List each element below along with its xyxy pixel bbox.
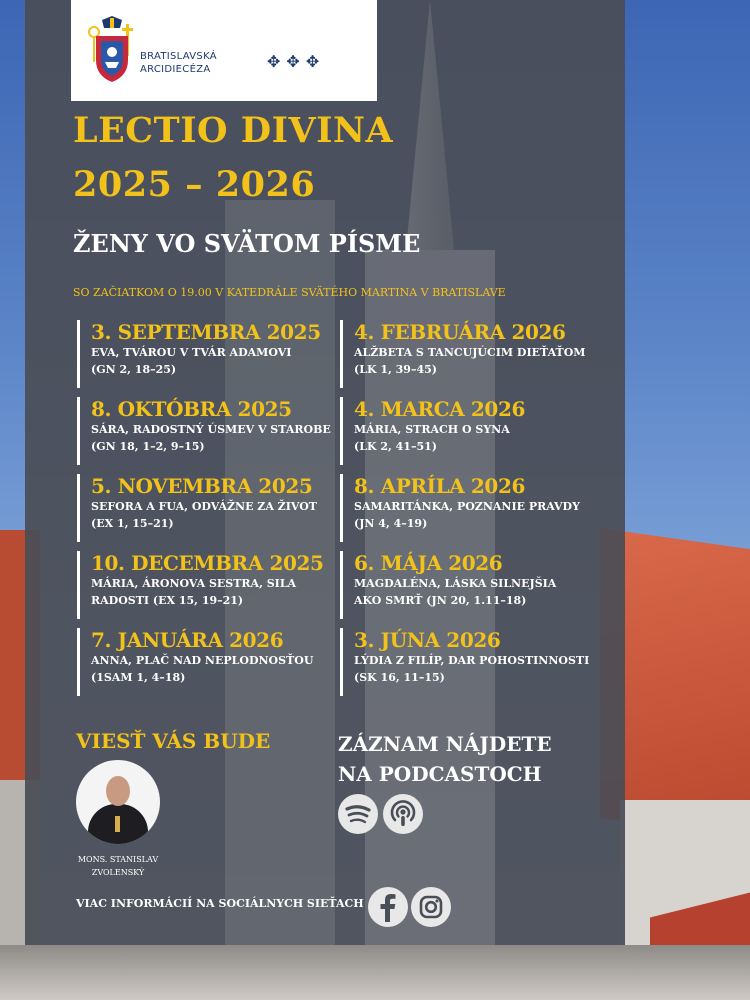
- entry-reference: (JN 4, 4–19): [354, 517, 428, 530]
- guide-name-line-2: ZVOLENSKÝ: [91, 868, 145, 877]
- logo-text: [140, 50, 217, 76]
- entry-date: 7. JANUÁRA 2026: [91, 628, 284, 652]
- page-title-years: 2025 – 2026: [73, 164, 316, 205]
- entry-date: 4. FEBRUÁRA 2026: [354, 320, 566, 344]
- venue-info: SO ZAČIATKOM O 19.00 V KATEDRÁLE SVÄTÉHO MARTINA V BRATISLAVE: [73, 286, 506, 299]
- podcast-line-2: NA PODCASTOCH: [338, 762, 542, 786]
- entry-reference: (GN 2, 18–25): [91, 363, 177, 376]
- schedule-entry: [77, 628, 347, 696]
- schedule-entry: [77, 474, 347, 542]
- entry-topic: ANNA, PLAČ NAD NEPLODNOSŤOU: [91, 654, 314, 667]
- instagram-icon[interactable]: [411, 887, 451, 927]
- spotify-icon[interactable]: [338, 794, 378, 834]
- logo-line-1: BRATISLAVSKÁ: [140, 51, 217, 62]
- entry-reference: (EX 1, 15–21): [91, 517, 174, 530]
- entry-topic: EVA, TVÁROU V TVÁR ADAMOVI: [91, 346, 292, 359]
- logo-line-2: ARCIDIECÉZA: [140, 64, 211, 75]
- entry-topic: MAGDALÉNA, LÁSKA SILNEJŠIA: [354, 577, 557, 590]
- entry-date: 8. APRÍLA 2026: [354, 474, 525, 498]
- schedule-entry: [340, 551, 610, 619]
- entry-reference: (LK 2, 41–51): [354, 440, 437, 453]
- entry-topic: SEFORA A FUA, ODVÁŽNE ZA ŽIVOT: [91, 500, 317, 513]
- guide-heading: VIESŤ VÁS BUDE: [76, 729, 271, 753]
- series-subtitle: ŽENY VO SVÄTOM PÍSME: [73, 229, 421, 258]
- entry-reference: AKO SMRŤ (JN 20, 1.11–18): [354, 594, 527, 607]
- entry-date: 6. MÁJA 2026: [354, 551, 503, 575]
- entry-topic: SÁRA, RADOSTNÝ ÚSMEV V STAROBE: [91, 423, 331, 436]
- schedule-entry: [340, 474, 610, 542]
- entry-date: 5. NOVEMBRA 2025: [91, 474, 313, 498]
- schedule-entry: [340, 397, 610, 465]
- pectoral-cross-icon: [115, 816, 120, 832]
- logo-box[interactable]: [71, 0, 377, 101]
- ornament-icon: ✥✥✥: [267, 52, 326, 71]
- schedule-column-right: [340, 320, 610, 705]
- entry-reference: (1SAM 1, 4–18): [91, 671, 186, 684]
- entry-date: 3. SEPTEMBRA 2025: [91, 320, 321, 344]
- entry-reference: (SK 16, 11–15): [354, 671, 445, 684]
- schedule-column-left: [77, 320, 347, 705]
- schedule-entry: [340, 320, 610, 388]
- entry-topic: LÝDIA Z FILÍP, DAR POHOSTINNOSTI: [354, 654, 590, 667]
- social-info: VIAC INFORMÁCIÍ NA SOCIÁLNYCH SIEŤACH: [76, 897, 364, 910]
- entry-date: 8. OKTÓBRA 2025: [91, 397, 292, 421]
- facebook-icon[interactable]: [368, 887, 408, 927]
- entry-topic: SAMARITÁNKA, POZNANIE PRAVDY: [354, 500, 580, 513]
- avatar: [76, 760, 160, 844]
- entry-reference: RADOSTI (EX 15, 19–21): [91, 594, 244, 607]
- schedule-entry: [77, 397, 347, 465]
- schedule-entry: [340, 628, 610, 696]
- entry-topic: ALŽBETA S TANCUJÚCIM DIEŤAŤOM: [354, 346, 586, 359]
- entry-date: 3. JÚNA 2026: [354, 628, 501, 652]
- entry-topic: MÁRIA, ÁRONOVA SESTRA, SILA: [91, 577, 297, 590]
- podcast-line-1: ZÁZNAM NÁJDETE: [338, 732, 552, 756]
- page-title: LECTIO DIVINA: [73, 110, 394, 151]
- schedule-entry: [77, 551, 347, 619]
- entry-date: 4. MARCA 2026: [354, 397, 525, 421]
- guide-name-line-1: MONS. STANISLAV: [77, 855, 159, 864]
- entry-date: 10. DECEMBRA 2025: [91, 551, 324, 575]
- schedule-entry: [77, 320, 347, 388]
- entry-topic: MÁRIA, STRACH O SYNA: [354, 423, 510, 436]
- guide-name: [66, 853, 170, 879]
- archdiocese-crest-icon: [88, 16, 136, 82]
- entry-reference: (GN 18, 1–2, 9–15): [91, 440, 205, 453]
- podcast-icon[interactable]: [383, 794, 423, 834]
- entry-reference: (LK 1, 39–45): [354, 363, 437, 376]
- podcast-heading: [338, 729, 552, 789]
